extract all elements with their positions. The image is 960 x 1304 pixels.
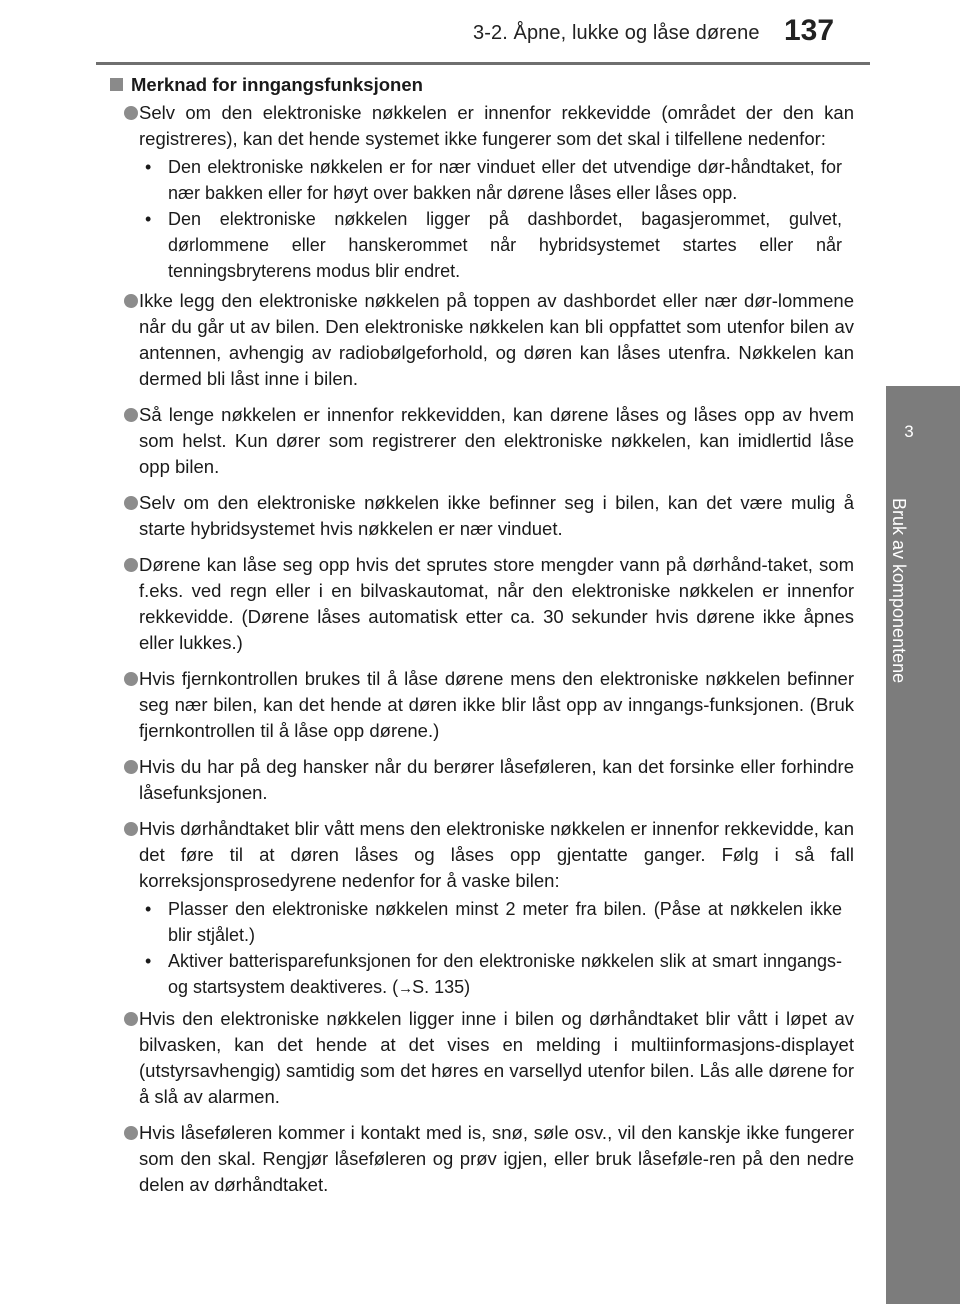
note-text: Hvis låseføleren kommer i kontakt med is, snø, søle osv., vil den kanskje ikke fungerer som den skal. Rengjør låseføleren og prøv igjen, eller bruk låseføle-ren på den nedre delen av dørhåndtaket. [139,1122,854,1195]
note-text: Selv om den elektroniske nøkkelen er innenfor rekkevidde (området der den kan registreres), kan det hende systemet ikke fungerer som det skal i tilfellene nedenfor: [139,102,854,149]
circle-bullet-icon [124,496,138,510]
circle-bullet-icon [124,672,138,686]
note-item [110,288,854,392]
note-item [110,402,854,480]
note-item [110,666,854,744]
dot-bullet-icon: • [145,157,152,177]
circle-bullet-icon [124,408,138,422]
sub-item-text: Aktiver batterisparefunksjonen for den elektroniske nøkkelen slik at smart inngangs- og startsystem deaktiveres. ( [168,951,842,997]
circle-bullet-icon [124,822,138,836]
circle-bullet-icon [124,760,138,774]
note-text: Så lenge nøkkelen er innenfor rekkevidden, kan dørene låses og låses opp av hvem som helst. Kun dører som registrerer den elektroniske nøkkelen, kan imidlertid låse opp bilen. [139,404,854,477]
chapter-title-text: Bruk av komponentene [889,498,909,684]
dot-bullet-icon: • [145,951,152,971]
sub-item-text: Den elektroniske nøkkelen ligger på dashbordet, bagasjerommet, gulvet, dørlommene eller hanskerommet når hybridsystemet startes eller når tenningsbryterens modus blir endret. [168,209,842,281]
note-item [110,1006,854,1110]
page-reference-link[interactable]: S. 135 [412,977,465,997]
note-text: Hvis fjernkontrollen brukes til å låse dørene mens den elektroniske nøkkelen befinner seg nær bilen, kan det hende at døren ikke blir låst opp av inngangs-funksjonen. (Bruk fjernkontrollen til å låse opp dørene.) [139,668,854,741]
sub-item-text-end: ) [464,977,471,997]
note-item [110,100,854,284]
circle-bullet-icon [124,558,138,572]
sub-item-text: Plasser den elektroniske nøkkelen minst 2 meter fra bilen. (Påse at nøkkelen ikke blir stjålet.) [168,899,842,945]
section-heading [110,72,854,98]
note-text: Hvis du har på deg hansker når du berører låseføleren, kan det forsinke eller forhindre låsefunksjonen. [139,756,854,803]
sub-item [139,154,854,206]
page-content [110,72,854,1208]
note-item [110,754,854,806]
dot-bullet-icon: • [145,899,152,919]
chapter-number: 3 [904,422,914,441]
note-text: Ikke legg den elektroniske nøkkelen på toppen av dashbordet eller nær dør-lommene når du går ut av bilen. Den elektroniske nøkkelen kan bli oppfattet som utenfor bilen av antennen, avhengig av radiobølgeforhold, og døren kan låses utenfra. Nøkkelen kan dermed bli låst inne i bilen. [139,290,854,389]
section-title: 3-2. Åpne, lukke og låse dørene [473,22,760,44]
note-item [110,552,854,656]
sub-list [139,154,854,284]
note-text: Selv om den elektroniske nøkkelen ikke befinner seg i bilen, kan det være mulig å starte hybridsystemet hvis nøkkelen er nær vinduet. [139,492,854,539]
sub-item [139,948,854,1002]
circle-bullet-icon [124,1126,138,1140]
square-bullet-icon [110,78,123,91]
note-item [110,1120,854,1198]
sub-item [139,896,854,948]
sub-item [139,206,854,284]
circle-bullet-icon [124,1012,138,1026]
circle-bullet-icon [124,294,138,308]
page-number: 137 [784,14,835,47]
note-item [110,816,854,1002]
dot-bullet-icon: • [145,209,152,229]
circle-bullet-icon [124,106,138,120]
sub-list [139,896,854,1002]
heading-text: Merknad for inngangsfunksjonen [131,74,423,95]
note-text: Hvis dørhåndtaket blir vått mens den elektroniske nøkkelen er innenfor rekkevidde, kan det føre til at døren låses og låses opp gjentatte ganger. Følg i så fall korreksjonsprosedyrene nedenfor for å vaske bilen: [139,818,854,891]
arrow-right-icon: → [398,980,413,997]
note-text: Hvis den elektroniske nøkkelen ligger inne i bilen og dørhåndtaket blir vått i løpet av bilvasken, kan det hende at det vises en melding i multiinformasjons-displayet (utstyrsavhengig) samtidig som det høres en varsellyd utenfor bilen. Lås alle dørene for å slå av alarmen. [139,1008,854,1107]
note-item [110,490,854,542]
header-divider [96,62,870,65]
note-text: Dørene kan låse seg opp hvis det sprutes store mengder vann på dørhånd-taket, som f.eks. ved regn eller i en bilvaskautomat, når den elektroniske nøkkelen er innenfor rekkevidde. (Dørene låses automatisk etter ca. 30 sekunder hvis dørene ikke åpnes eller lukkes.) [139,554,854,653]
sub-item-text: Den elektroniske nøkkelen er for nær vinduet eller det utvendige dør-håndtaket, for nær bakken eller for høyt over bakken når dørene låses eller låses opp. [168,157,842,203]
